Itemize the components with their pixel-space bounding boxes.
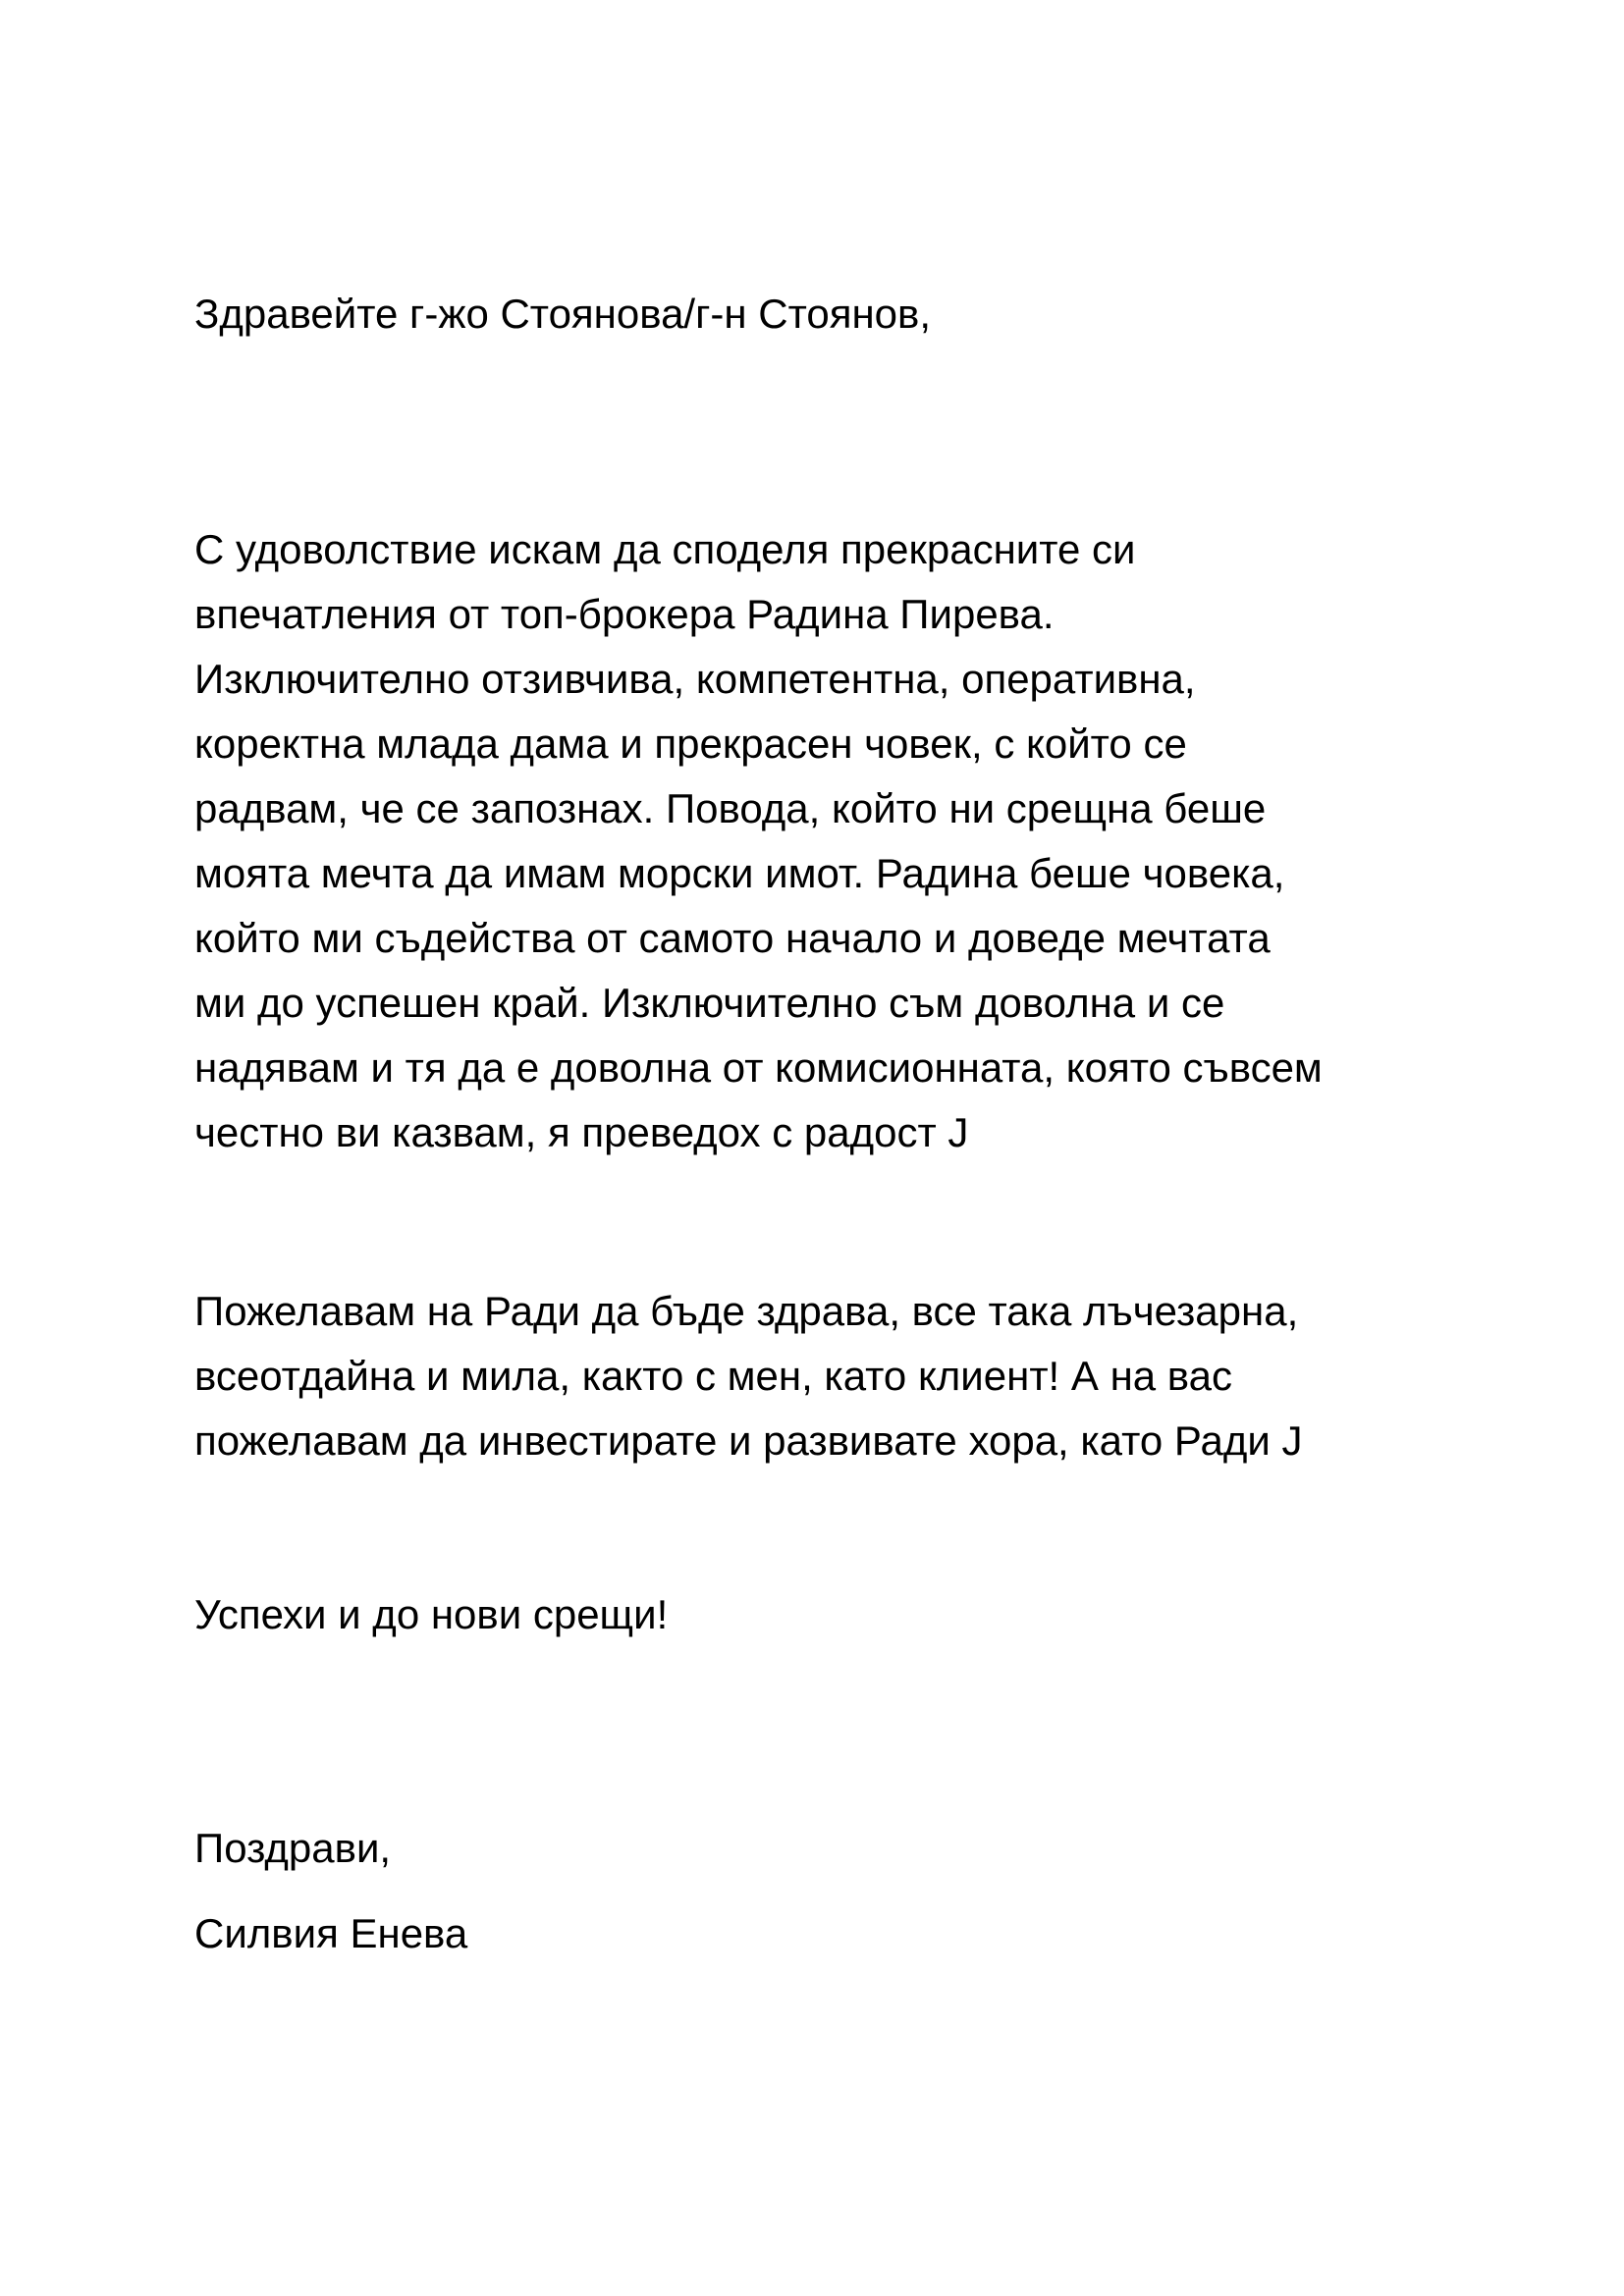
greeting: Здравейте г-жо Стоянова/г-н Стоянов, — [194, 291, 931, 337]
paragraph-line: пожелавам да инвестирате и развивате хора, като Ради J — [194, 1417, 1303, 1464]
paragraph-line: ми до успешен край. Изключително съм доволна и се — [194, 980, 1225, 1026]
paragraph-line: честно ви казвам, я преведох с радост J — [194, 1109, 969, 1155]
paragraph-line: надявам и тя да е доволна от комисионната, която съвсем — [194, 1044, 1323, 1091]
paragraph-line: Изключително отзивчива, компетентна, оперативна, — [194, 656, 1196, 702]
paragraph-line: моята мечта да имам морски имот. Радина беше човека, — [194, 850, 1285, 896]
paragraph-line: коректна млада дама и прекрасен човек, с който се — [194, 721, 1187, 767]
paragraph-line: всеотдайна и мила, както с мен, като клиент! А на вас — [194, 1353, 1232, 1399]
paragraph-line: С удоволствие искам да споделя прекрасните си — [194, 526, 1136, 572]
paragraph-line: впечатления от топ-брокера Радина Пирева. — [194, 591, 1055, 637]
closing: Поздрави, — [194, 1825, 392, 1871]
paragraph-line: Пожелавам на Ради да бъде здрава, все така лъчезарна, — [194, 1288, 1299, 1334]
signature: Силвия Енева — [194, 1910, 468, 1956]
wish-line: Успехи и до нови срещи! — [194, 1591, 669, 1637]
paragraph-line: радвам, че се запознах. Повода, който ни срещна беше — [194, 785, 1267, 831]
paragraph-line: който ми съдейства от самото начало и доведе мечтата — [194, 915, 1271, 961]
